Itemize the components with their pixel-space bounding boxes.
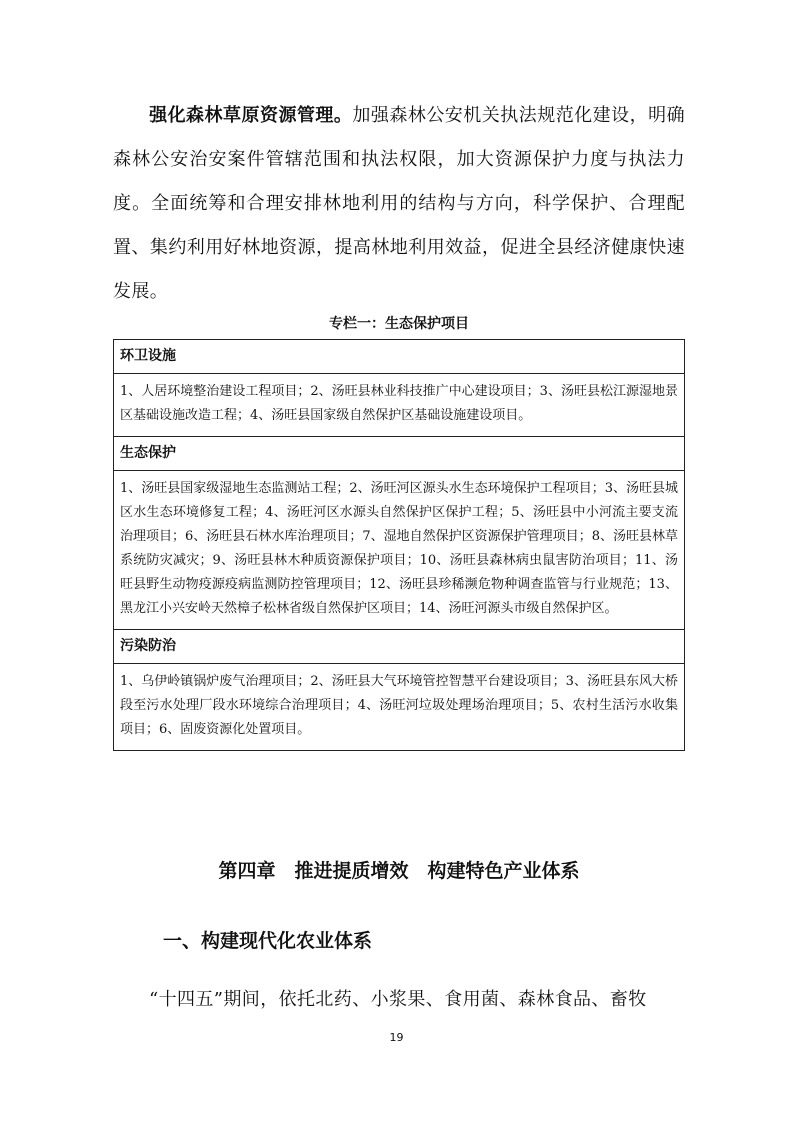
table-caption: 专栏一：生态保护项目 [329, 316, 469, 332]
chapter-title: 第四章 推进提质增效 构建特色产业体系 [218, 860, 580, 882]
project-table [113, 339, 685, 751]
intro-paragraph [113, 94, 685, 314]
section-title: 一、构建现代化农业体系 [163, 930, 373, 952]
intro-text: 加强森林公安机关执法规范化建设，明确森林公安治安案件管辖范围和执法权限，加大资源保护力度与执法力度。全面统筹和合理安排林地利用的结构与方向，科学保护、合理配置、集约利用好林地资源，提高林地利用效益，促进全县经济健康快速发展。 [113, 105, 685, 302]
table-heading-pollution: 污染防治 [114, 630, 684, 664]
intro-lead: 强化森林草原资源管理。 [149, 105, 353, 126]
table-content-ecology: 1、汤旺县国家级湿地生态监测站工程；2、汤旺河区源头水生态环境保护工程项目；3、汤旺县城区水生态环境修复工程；4、汤旺河区水源头自然保护区保护工程；5、汤旺县中小河流主要支流治理项目；6、汤旺县石林水库治理项目；7、湿地自然保护区资源保护管理项目；8、汤旺县林草系统防灾减灾；9、汤旺县林木种质资源保护项目；10、汤旺县森林病虫鼠害防治项目；11、汤旺县野生动物疫源疫病监测防控管理项目；12、汤旺县珍稀濒危物种调查监管与行业规范；13、黑龙江小兴安岭天然樟子松林省级自然保护区项目；14、汤旺河源头市级自然保护区。 [114, 471, 684, 630]
page-number: 19 [389, 1031, 404, 1044]
closing-text: “十四五”期间，依托北药、小浆果、食用菌、森林食品、畜牧 [149, 989, 647, 1010]
table-heading-sanitation: 环卫设施 [114, 340, 684, 374]
table-content-pollution: 1、乌伊岭镇锅炉废气治理项目；2、汤旺县大气环境管控智慧平台建设项目；3、汤旺县东风大桥段至污水处理厂段水环境综合治理项目；4、汤旺河垃圾处理场治理项目；5、农村生活污水收集项目；6、固废资源化处置项目。 [120, 674, 678, 737]
table-heading-ecology: 生态保护 [114, 437, 684, 471]
table-content-sanitation: 1、人居环境整治建设工程项目；2、汤旺县林业科技推广中心建设项目；3、汤旺县松江源湿地景区基础设施改造工程；4、汤旺县国家级自然保护区基础设施建设项目。 [114, 374, 684, 437]
closing-paragraph [113, 978, 685, 1022]
